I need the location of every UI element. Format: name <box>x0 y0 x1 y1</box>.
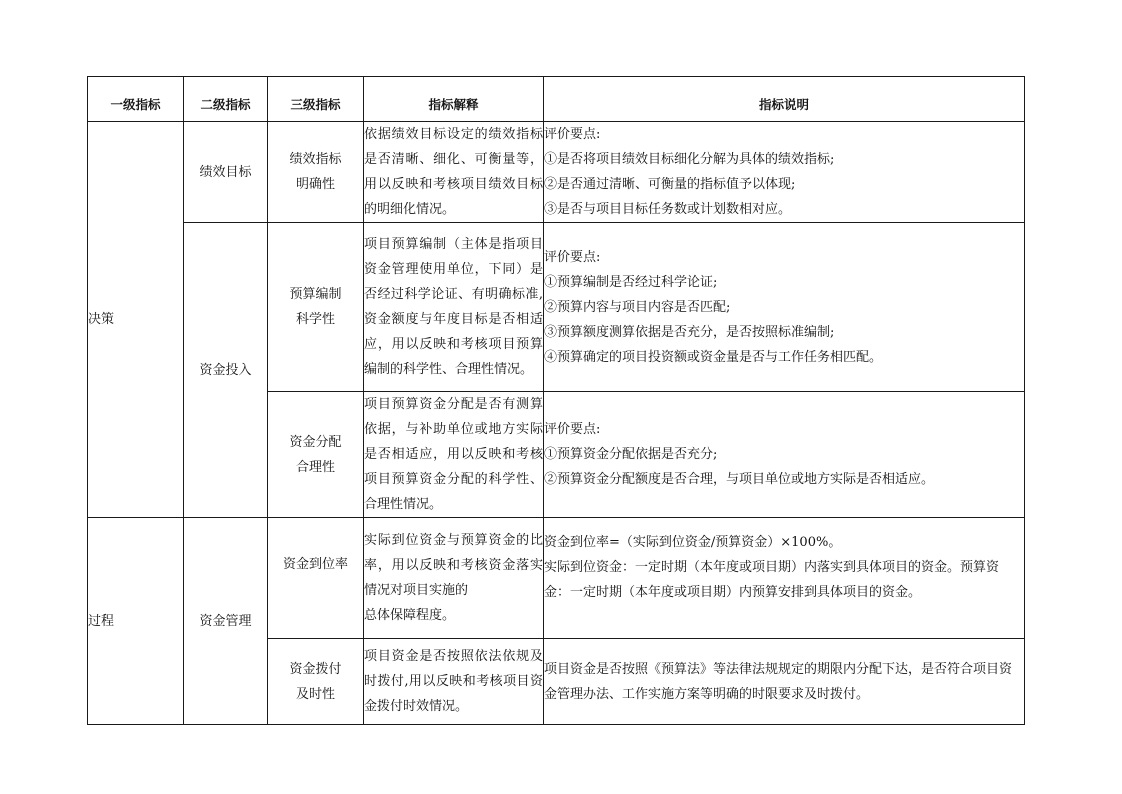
explanation-cell: 项目预算编制（主体是指项目资金管理使用单位，下同）是否经过科学论证、有明确标准,资金额度与年度目标是否相适应，用以反映和考核项目预算编制的科学性、合理性情况。 <box>364 223 544 392</box>
header-level1: 一级指标 <box>88 77 184 122</box>
level3-cell <box>268 639 364 725</box>
notes-cell <box>544 639 1025 725</box>
note-line: ②预算内容与项目内容是否匹配; <box>544 299 731 315</box>
header-notes: 指标说明 <box>544 77 1025 122</box>
note-line: 资金到位率=（实际到位资金/预算资金）×100%。 <box>544 535 842 550</box>
level3-line: 绩效指标 <box>289 152 342 167</box>
header-level3: 三级指标 <box>268 77 364 122</box>
note-line: 评价要点: <box>544 127 601 142</box>
level2-performance-goal: 绩效目标 <box>184 122 268 223</box>
note-line: 项目资金是否按照《预算法》等法律法规规定的期限内分配下达，是否符合项目资金管理办法、工作实施方案等明确的时限要求及时拨付。 <box>544 661 1013 702</box>
level3-cell <box>268 518 364 639</box>
note-line: 评价要点: <box>544 249 601 265</box>
level3-line: 明确性 <box>295 177 335 192</box>
level3-cell <box>268 392 364 518</box>
header-level2: 二级指标 <box>184 77 268 122</box>
note-line: ①预算资金分配依据是否充分; <box>544 447 718 462</box>
note-line: ③是否与项目目标任务数或计划数相对应。 <box>544 202 792 217</box>
notes-cell <box>544 122 1025 223</box>
explanation-line: 总体保障程度。 <box>364 608 456 623</box>
explanation-cell: 依据绩效目标设定的绩效指标是否清晰、细化、可衡量等，用以反映和考核项目绩效目标的明细化情况。 <box>364 122 544 223</box>
level3-cell <box>268 122 364 223</box>
header-row <box>88 77 1025 122</box>
indicator-table <box>87 76 1025 725</box>
level3-cell <box>268 223 364 392</box>
table-row <box>88 223 1025 392</box>
level3-line: 及时性 <box>295 686 335 702</box>
level3-line: 资金分配 <box>289 434 342 450</box>
notes-cell <box>544 223 1025 392</box>
notes-cell <box>544 518 1025 639</box>
level3-line: 预算编制 <box>289 287 342 302</box>
note-line: ④预算确定的项目投资额或资金量是否与工作任务相匹配。 <box>544 349 883 365</box>
note-line: ②预算资金分配额度是否合理，与项目单位或地方实际是否相适应。 <box>544 472 935 487</box>
level2-fund-management: 资金管理 <box>184 518 268 725</box>
explanation-cell: 项目预算资金分配是否有测算依据，与补助单位或地方实际是否相适应，用以反映和考核项目预算资金分配的科学性、合理性情况。 <box>364 392 544 518</box>
note-line: ③预算额度测算依据是否充分，是否按照标准编制; <box>544 324 835 340</box>
level3-line: 资金拨付 <box>289 661 342 677</box>
notes-cell <box>544 392 1025 518</box>
level3-line: 资金到位率 <box>282 557 348 572</box>
note-line: ②是否通过清晰、可衡量的指标值予以体现; <box>544 177 796 192</box>
explanation-line: 实际到位资金与预算资金的比率，用以反映和考核资金落实情况对项目实施的 <box>364 533 543 598</box>
explanation-cell <box>364 518 544 639</box>
level1-decision: 决策 <box>88 122 184 518</box>
note-line: ①是否将项目绩效目标细化分解为具体的绩效指标; <box>544 152 835 167</box>
table-row <box>88 518 1025 639</box>
note-line: 评价要点: <box>544 422 601 437</box>
level1-process: 过程 <box>88 518 184 725</box>
level2-fund-input: 资金投入 <box>184 223 268 518</box>
table-row <box>88 122 1025 223</box>
note-line: 实际到位资金：一定时期（本年度或项目期）内落实到具体项目的资金。预算资金：一定时期（本年度或项目期）内预算安排到具体项目的资金。 <box>544 560 1000 600</box>
note-line: ①预算编制是否经过科学论证; <box>544 274 718 290</box>
level3-line: 合理性 <box>295 459 335 475</box>
header-explanation: 指标解释 <box>364 77 544 122</box>
explanation-cell: 项目资金是否按照依法依规及时拨付,用以反映和考核项目资金拨付时效情况。 <box>364 639 544 725</box>
level3-line: 科学性 <box>295 312 335 327</box>
